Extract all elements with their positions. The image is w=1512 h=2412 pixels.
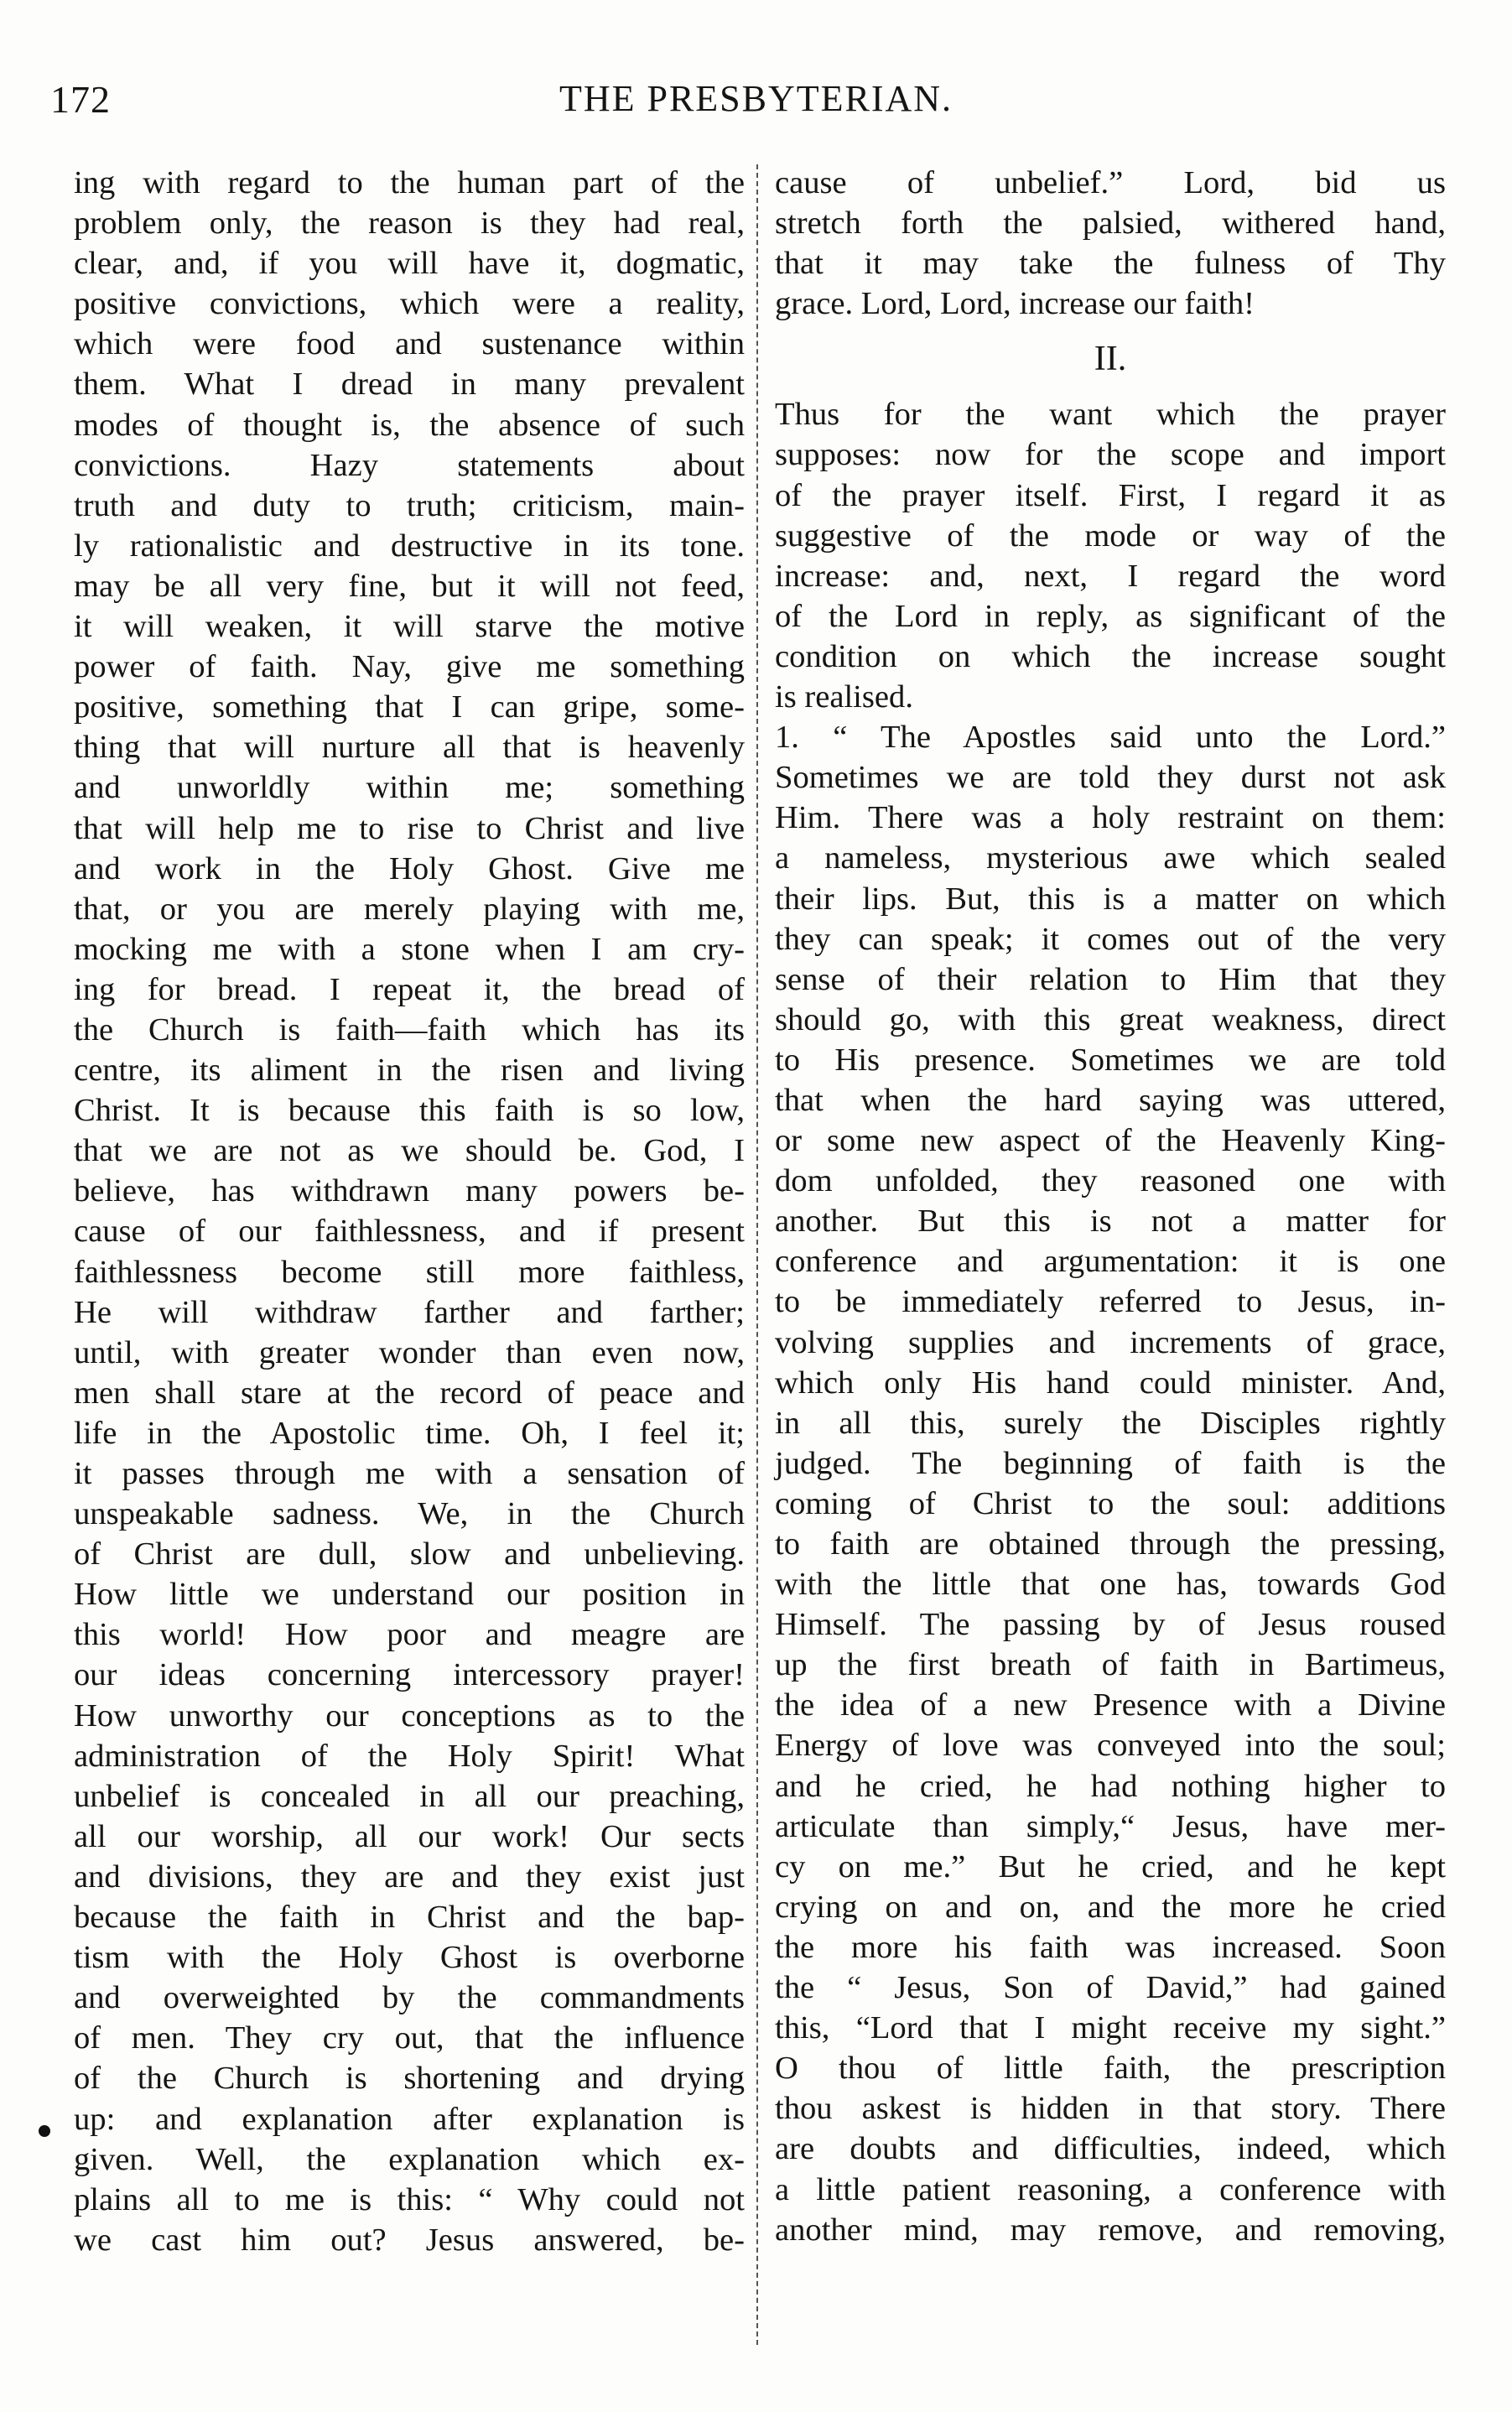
text-line: unbelief is concealed in all our preaching, — [74, 1778, 745, 1814]
text-line: articulate than simply,“ Jesus, have mer- — [775, 1808, 1446, 1844]
text-line: How little we understand our position in — [74, 1577, 745, 1613]
text-line: the idea of a new Presence with a Divine — [775, 1687, 1446, 1723]
text-line: problem only, the reason is they had real, — [74, 205, 745, 242]
text-line: or some new aspect of the Heavenly King- — [775, 1123, 1446, 1159]
text-line: modes of thought is, the absence of such — [74, 407, 745, 443]
text-line: up: and explanation after explanation is — [74, 2101, 745, 2137]
text-line: conference and argumentation: it is one — [775, 1244, 1446, 1280]
text-line: their lips. But, this is a matter on which — [775, 881, 1446, 917]
right-column — [775, 163, 1446, 2250]
text-line: it will weaken, it will starve the motive — [74, 609, 745, 645]
margin-dot-mark — [39, 2125, 50, 2137]
text-line: are doubts and difficulties, indeed, which — [775, 2131, 1446, 2167]
text-line: that, or you are merely playing with me, — [74, 891, 745, 927]
text-line: may be all very fine, but it will not feed, — [74, 568, 745, 604]
text-line: with the little that one has, towards God — [775, 1567, 1446, 1603]
text-line: should go, with this great weakness, direct — [775, 1001, 1446, 1037]
text-line: men shall stare at the record of peace and — [74, 1375, 745, 1411]
text-line: and unworldly within me; something — [74, 770, 745, 806]
text-line: grace. Lord, Lord, increase our faith! — [775, 286, 1255, 322]
text-line: positive, something that I can gripe, some- — [74, 689, 745, 725]
text-line: that when the hard saying was uttered, — [775, 1082, 1446, 1118]
text-line: condition on which the increase sought — [775, 638, 1446, 674]
text-line: a nameless, mysterious awe which sealed — [775, 840, 1446, 876]
text-line: up the first breath of faith in Bartimeus, — [775, 1647, 1446, 1683]
text-line: of the Church is shortening and drying — [74, 2061, 745, 2097]
text-line: coming of Christ to the soul: additions — [775, 1485, 1446, 1521]
text-line: them. What I dread in many prevalent — [74, 366, 745, 403]
text-line: of men. They cry out, that the influence — [74, 2020, 745, 2056]
text-line: 1. “ The Apostles said unto the Lord.” — [775, 720, 1446, 756]
text-line: sense of their relation to Him that they — [775, 961, 1446, 997]
text-line: increase: and, next, I regard the word — [775, 558, 1446, 594]
spacer — [775, 324, 1446, 335]
text-line: and divisions, they are and they exist just — [74, 1858, 745, 1895]
text-line: Thus for the want which the prayer — [775, 397, 1446, 433]
text-line: dom unfolded, they reasoned one with — [775, 1163, 1446, 1199]
running-head: THE PRESBYTERIAN. — [559, 78, 953, 119]
text-line: tism with the Holy Ghost is overborne — [74, 1940, 745, 1976]
text-line: because the faith in Christ and the bap- — [74, 1900, 745, 1936]
left-column — [74, 163, 745, 2260]
text-line: given. Well, the explanation which ex- — [74, 2141, 745, 2177]
text-line: cy on me.” But he cried, and he kept — [775, 1848, 1446, 1884]
text-line: another mind, may remove, and removing, — [775, 2212, 1446, 2248]
text-line: to His presence. Sometimes we are told — [775, 1042, 1446, 1078]
text-line: crying on and on, and the more he cried — [775, 1889, 1446, 1925]
text-line: power of faith. Nay, give me something — [74, 649, 745, 685]
text-line: ing with regard to the human part of the — [74, 165, 745, 200]
text-line: which only His hand could minister. And, — [775, 1365, 1446, 1401]
text-line: thou askest is hidden in that story. There — [775, 2091, 1446, 2127]
text-line: to be immediately referred to Jesus, in- — [775, 1284, 1446, 1320]
spacer — [775, 382, 1446, 394]
text-line: centre, its aliment in the risen and living — [74, 1053, 745, 1089]
text-line: it passes through me with a sensation of — [74, 1456, 745, 1491]
text-line: and overweighted by the commandments — [74, 1980, 745, 2016]
text-line: He will withdraw farther and farther; — [74, 1294, 745, 1330]
text-line: O thou of little faith, the prescription — [775, 2051, 1446, 2087]
text-line: Him. There was a holy restraint on them: — [775, 800, 1446, 836]
text-line: Energy of love was conveyed into the soul; — [775, 1728, 1446, 1764]
text-line: of Christ are dull, slow and unbelieving. — [74, 1536, 745, 1572]
text-line: suggestive of the mode or way of the — [775, 517, 1446, 554]
text-line: convictions. Hazy statements about — [74, 447, 745, 483]
text-line: all our worship, all our work! Our sects — [74, 1818, 745, 1854]
text-line: Sometimes we are told they durst not ask — [775, 760, 1446, 796]
text-line: to faith are obtained through the pressing, — [775, 1526, 1446, 1562]
text-line: ing for bread. I repeat it, the bread of — [74, 971, 745, 1007]
text-line: unspeakable sadness. We, in the Church — [74, 1496, 745, 1532]
text-line: is realised. — [775, 679, 913, 715]
text-line: until, with greater wonder than even now, — [74, 1334, 745, 1370]
text-line: clear, and, if you will have it, dogmatic, — [74, 246, 745, 282]
text-line: plains all to me is this: “ Why could not — [74, 2181, 745, 2217]
text-line: this world! How poor and meagre are — [74, 1617, 745, 1653]
text-line: our ideas concerning intercessory prayer! — [74, 1657, 745, 1693]
text-line: cause of unbelief.” Lord, bid us — [775, 165, 1446, 200]
text-line: this, “Lord that I might receive my sight.” — [775, 2010, 1446, 2046]
text-line: How unworthy our conceptions as to the — [74, 1697, 745, 1734]
text-line: we cast him out? Jesus answered, be- — [74, 2222, 745, 2258]
text-line: the more his faith was increased. Soon — [775, 1929, 1446, 1965]
text-line: Himself. The passing by of Jesus roused — [775, 1607, 1446, 1643]
text-line: a little patient reasoning, a conference with — [775, 2171, 1446, 2207]
text-line: positive convictions, which were a reality, — [74, 286, 745, 322]
page-number: 172 — [50, 78, 111, 121]
text-line: in all this, surely the Disciples rightly — [775, 1405, 1446, 1441]
text-line: and he cried, he had nothing higher to — [775, 1768, 1446, 1804]
text-line: of the prayer itself. First, I regard it as — [775, 477, 1446, 513]
text-line: the “ Jesus, Son of David,” had gained — [775, 1970, 1446, 2006]
text-line: mocking me with a stone when I am cry- — [74, 931, 745, 967]
text-line: truth and duty to truth; criticism, main- — [74, 487, 745, 523]
text-line: that we are not as we should be. God, I — [74, 1133, 745, 1169]
text-line: stretch forth the palsied, withered hand, — [775, 205, 1446, 242]
text-line: they can speak; it comes out of the very — [775, 921, 1446, 957]
text-line: the Church is faith—faith which has its — [74, 1011, 745, 1047]
text-line: faithlessness become still more faithless, — [74, 1254, 745, 1290]
text-line: judged. The beginning of faith is the — [775, 1445, 1446, 1481]
page-header — [50, 77, 1462, 127]
section-heading: II. — [1094, 340, 1127, 379]
text-line: and work in the Holy Ghost. Give me — [74, 850, 745, 886]
text-line: Christ. It is because this faith is so low, — [74, 1093, 745, 1129]
text-line: thing that will nurture all that is heavenly — [74, 730, 745, 766]
text-line: which were food and sustenance within — [74, 326, 745, 362]
text-line: that it may take the fulness of Thy — [775, 246, 1446, 282]
text-line: supposes: now for the scope and import — [775, 437, 1446, 473]
column-divider — [756, 164, 758, 2345]
text-line: of the Lord in reply, as significant of the — [775, 598, 1446, 634]
text-line: cause of our faithlessness, and if present — [74, 1214, 745, 1250]
text-line: administration of the Holy Spirit! What — [74, 1738, 745, 1774]
text-line: another. But this is not a matter for — [775, 1203, 1446, 1240]
text-line: life in the Apostolic time. Oh, I feel it; — [74, 1415, 745, 1451]
text-line: believe, has withdrawn many powers be- — [74, 1173, 745, 1209]
text-line: that will help me to rise to Christ and live — [74, 810, 745, 846]
text-line: volving supplies and increments of grace, — [775, 1324, 1446, 1360]
text-line: ly rationalistic and destructive in its tone. — [74, 528, 745, 564]
